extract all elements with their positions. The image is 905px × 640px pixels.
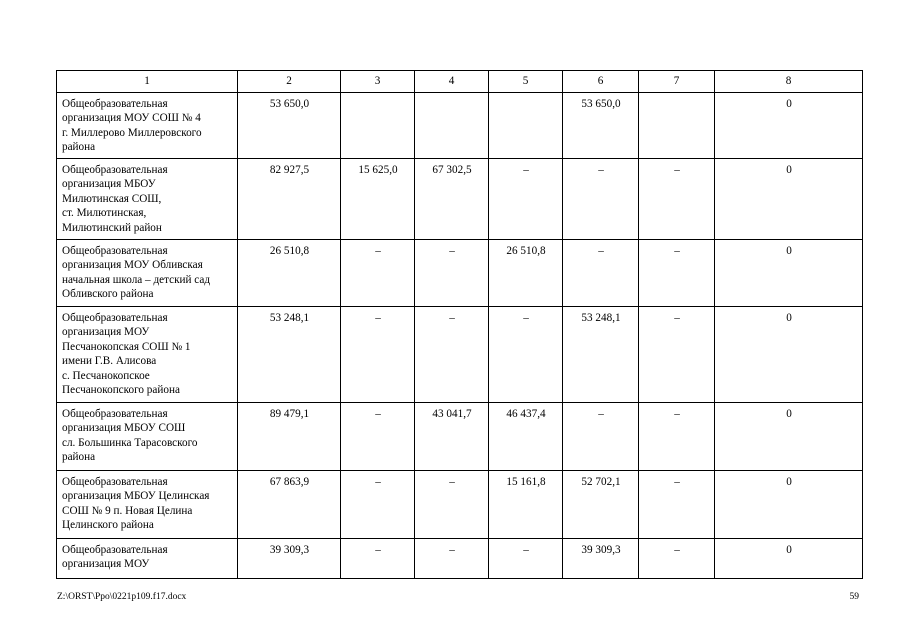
cell-value: – [341, 239, 415, 306]
table-row [57, 470, 863, 538]
column-number: 1 [57, 71, 238, 93]
table-row [57, 306, 863, 402]
table-row [57, 402, 863, 470]
cell-value: – [341, 470, 415, 538]
total-value: 39 309,3 [238, 538, 341, 578]
cell-value: 43 041,7 [415, 402, 489, 470]
organization-name: Общеобразовательная организация МОУ Песчанокопская СОШ № 1 имени Г.В. Алисова с. Песчанокопское Песчанокопского района [57, 306, 238, 402]
cell-value: – [489, 538, 563, 578]
cell-value: – [639, 470, 715, 538]
balance-value: 0 [715, 538, 863, 578]
cell-value: – [415, 470, 489, 538]
cell-value: – [639, 239, 715, 306]
cell-value: – [563, 402, 639, 470]
file-path: Z:\ORST\Ppo\0221p109.f17.docx [57, 592, 187, 602]
table-row [57, 158, 863, 239]
balance-value: 0 [715, 306, 863, 402]
column-number: 6 [563, 71, 639, 93]
organization-name: Общеобразовательная организация МОУ Обливская начальная школа – детский сад Обливского района [57, 239, 238, 306]
balance-value: 0 [715, 470, 863, 538]
cell-value: – [489, 158, 563, 239]
table-row [57, 92, 863, 158]
cell-value: 53 650,0 [563, 92, 639, 158]
cell-value: – [639, 158, 715, 239]
column-number: 5 [489, 71, 563, 93]
cell-value: 15 625,0 [341, 158, 415, 239]
cell-value: – [341, 402, 415, 470]
cell-value: 26 510,8 [489, 239, 563, 306]
table-row [57, 538, 863, 578]
cell-value: 39 309,3 [563, 538, 639, 578]
organization-name: Общеобразовательная организация МБОУ Милютинская СОШ, ст. Милютинская, Милютинский район [57, 158, 238, 239]
total-value: 53 650,0 [238, 92, 341, 158]
data-table [56, 70, 863, 579]
cell-value: – [341, 538, 415, 578]
column-number: 2 [238, 71, 341, 93]
organization-name: Общеобразовательная организация МБОУ СОШ сл. Большинка Тарасовского района [57, 402, 238, 470]
column-number-row [57, 71, 863, 93]
cell-value [341, 92, 415, 158]
cell-value: – [489, 306, 563, 402]
total-value: 26 510,8 [238, 239, 341, 306]
table-row [57, 239, 863, 306]
cell-value: 46 437,4 [489, 402, 563, 470]
cell-value: – [341, 306, 415, 402]
organization-name: Общеобразовательная организация МОУ СОШ № 4 г. Миллерово Миллеровского района [57, 92, 238, 158]
cell-value: 15 161,8 [489, 470, 563, 538]
cell-value: – [415, 239, 489, 306]
organization-name: Общеобразовательная организация МОУ [57, 538, 238, 578]
cell-value: 53 248,1 [563, 306, 639, 402]
cell-value: 67 302,5 [415, 158, 489, 239]
total-value: 67 863,9 [238, 470, 341, 538]
cell-value: – [639, 538, 715, 578]
cell-value [489, 92, 563, 158]
balance-value: 0 [715, 402, 863, 470]
cell-value: – [639, 402, 715, 470]
cell-value: – [415, 538, 489, 578]
column-number: 7 [639, 71, 715, 93]
column-number: 3 [341, 71, 415, 93]
page-number: 59 [849, 592, 859, 602]
cell-value: – [563, 239, 639, 306]
cell-value: – [639, 306, 715, 402]
cell-value [415, 92, 489, 158]
cell-value: – [415, 306, 489, 402]
organization-name: Общеобразовательная организация МБОУ Целинская СОШ № 9 п. Новая Целина Целинского района [57, 470, 238, 538]
total-value: 89 479,1 [238, 402, 341, 470]
total-value: 82 927,5 [238, 158, 341, 239]
balance-value: 0 [715, 239, 863, 306]
column-number: 8 [715, 71, 863, 93]
cell-value: – [563, 158, 639, 239]
balance-value: 0 [715, 92, 863, 158]
balance-value: 0 [715, 158, 863, 239]
cell-value [639, 92, 715, 158]
total-value: 53 248,1 [238, 306, 341, 402]
column-number: 4 [415, 71, 489, 93]
cell-value: 52 702,1 [563, 470, 639, 538]
